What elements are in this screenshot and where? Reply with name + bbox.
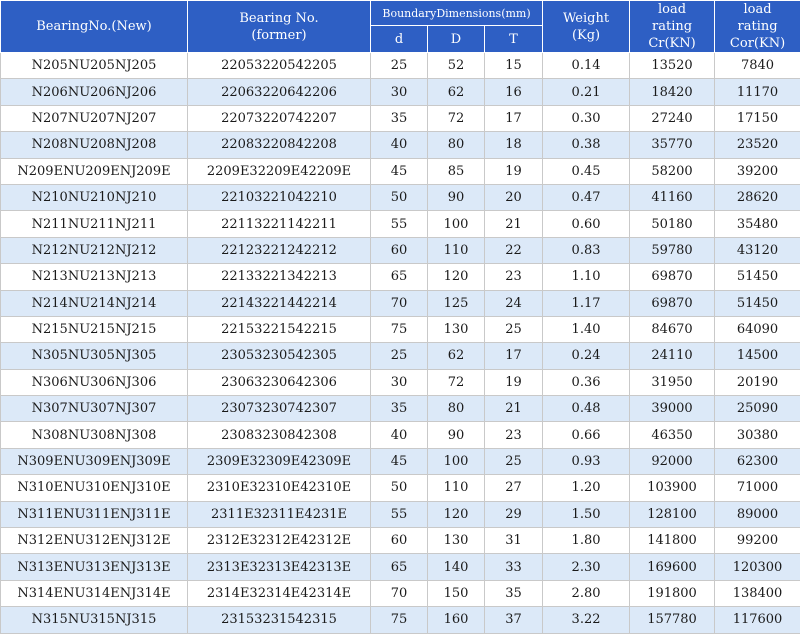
table-row <box>1 343 800 369</box>
inner-diameter-cell: 55 <box>371 501 428 527</box>
load-rating-cor-cell: 25090 <box>715 396 800 422</box>
width-cell: 23 <box>485 422 543 448</box>
inner-diameter-cell: 60 <box>371 237 428 263</box>
load-rating-cr-cell: 169600 <box>630 554 715 580</box>
outer-diameter-cell: 160 <box>428 607 485 633</box>
load-rating-cr-cell: 27240 <box>630 105 715 131</box>
table-row <box>1 237 800 263</box>
load-rating-cor-cell: 71000 <box>715 475 800 501</box>
weight-cell: 0.24 <box>543 343 630 369</box>
load-rating-cor-cell: 35480 <box>715 211 800 237</box>
bearing-new-cell: N306NU306NJ306 <box>1 369 188 395</box>
header-load-rating-cor: load rating Cor(KN) <box>715 1 800 53</box>
bearing-new-cell: N205NU205NJ205 <box>1 53 188 79</box>
width-cell: 17 <box>485 343 543 369</box>
width-cell: 29 <box>485 501 543 527</box>
bearing-new-cell: N214NU214NJ214 <box>1 290 188 316</box>
weight-cell: 2.80 <box>543 580 630 606</box>
load-rating-cor-cell: 39200 <box>715 158 800 184</box>
load-rating-cor-cell: 11170 <box>715 79 800 105</box>
outer-diameter-cell: 52 <box>428 53 485 79</box>
bearing-former-cell: 23083230842308 <box>188 422 371 448</box>
load-rating-cr-cell: 92000 <box>630 448 715 474</box>
load-rating-cr-cell: 58200 <box>630 158 715 184</box>
weight-cell: 0.45 <box>543 158 630 184</box>
load-rating-cor-cell: 62300 <box>715 448 800 474</box>
bearing-new-cell: N309ENU309ENJ309E <box>1 448 188 474</box>
bearing-former-cell: 2311E32311E4231E <box>188 501 371 527</box>
bearing-new-cell: N215NU215NJ215 <box>1 316 188 342</box>
bearing-new-cell: N307NU307NJ307 <box>1 396 188 422</box>
weight-cell: 1.20 <box>543 475 630 501</box>
weight-cell: 2.30 <box>543 554 630 580</box>
table-row <box>1 448 800 474</box>
outer-diameter-cell: 110 <box>428 237 485 263</box>
outer-diameter-cell: 72 <box>428 105 485 131</box>
table-row <box>1 53 800 79</box>
bearing-new-cell: N315NU315NJ315 <box>1 607 188 633</box>
outer-diameter-cell: 90 <box>428 422 485 448</box>
table-row <box>1 290 800 316</box>
table-header <box>1 1 800 53</box>
inner-diameter-cell: 25 <box>371 53 428 79</box>
load-rating-cr-cell: 18420 <box>630 79 715 105</box>
weight-cell: 1.50 <box>543 501 630 527</box>
bearing-former-cell: 22083220842208 <box>188 132 371 158</box>
bearing-former-cell: 23053230542305 <box>188 343 371 369</box>
outer-diameter-cell: 100 <box>428 211 485 237</box>
load-rating-cr-cell: 13520 <box>630 53 715 79</box>
outer-diameter-cell: 62 <box>428 343 485 369</box>
inner-diameter-cell: 30 <box>371 369 428 395</box>
bearing-former-cell: 22063220642206 <box>188 79 371 105</box>
bearing-former-cell: 22153221542215 <box>188 316 371 342</box>
weight-cell: 0.48 <box>543 396 630 422</box>
bearing-former-cell: 23063230642306 <box>188 369 371 395</box>
table-row <box>1 105 800 131</box>
load-rating-cr-cell: 191800 <box>630 580 715 606</box>
bearing-former-cell: 23073230742307 <box>188 396 371 422</box>
load-rating-cr-cell: 46350 <box>630 422 715 448</box>
outer-diameter-cell: 110 <box>428 475 485 501</box>
load-rating-cor-cell: 23520 <box>715 132 800 158</box>
bearing-former-cell: 22073220742207 <box>188 105 371 131</box>
table-row <box>1 475 800 501</box>
width-cell: 27 <box>485 475 543 501</box>
weight-cell: 0.36 <box>543 369 630 395</box>
load-rating-cor-cell: 20190 <box>715 369 800 395</box>
bearing-former-cell: 22143221442214 <box>188 290 371 316</box>
load-rating-cr-cell: 128100 <box>630 501 715 527</box>
load-rating-cor-cell: 30380 <box>715 422 800 448</box>
inner-diameter-cell: 70 <box>371 580 428 606</box>
load-rating-cr-cell: 69870 <box>630 264 715 290</box>
table-row <box>1 264 800 290</box>
outer-diameter-cell: 125 <box>428 290 485 316</box>
outer-diameter-cell: 140 <box>428 554 485 580</box>
bearing-new-cell: N313ENU313ENJ313E <box>1 554 188 580</box>
table-row <box>1 422 800 448</box>
bearing-former-cell: 22113221142211 <box>188 211 371 237</box>
width-cell: 19 <box>485 369 543 395</box>
header-d-inner: d <box>371 26 428 53</box>
bearing-new-cell: N310ENU310ENJ310E <box>1 475 188 501</box>
outer-diameter-cell: 90 <box>428 184 485 210</box>
load-rating-cr-cell: 41160 <box>630 184 715 210</box>
inner-diameter-cell: 50 <box>371 184 428 210</box>
outer-diameter-cell: 130 <box>428 316 485 342</box>
bearing-new-cell: N210NU210NJ210 <box>1 184 188 210</box>
bearing-former-cell: 2309E32309E42309E <box>188 448 371 474</box>
table-row <box>1 396 800 422</box>
inner-diameter-cell: 35 <box>371 105 428 131</box>
inner-diameter-cell: 70 <box>371 290 428 316</box>
bearing-new-cell: N311ENU311ENJ311E <box>1 501 188 527</box>
header-bearing-former: Bearing No. (former) <box>188 1 371 53</box>
weight-cell: 0.14 <box>543 53 630 79</box>
header-load-rating-cr: load rating Cr(KN) <box>630 1 715 53</box>
load-rating-cr-cell: 35770 <box>630 132 715 158</box>
weight-cell: 0.83 <box>543 237 630 263</box>
table-row <box>1 211 800 237</box>
inner-diameter-cell: 60 <box>371 528 428 554</box>
table-row <box>1 607 800 633</box>
load-rating-cor-cell: 43120 <box>715 237 800 263</box>
inner-diameter-cell: 25 <box>371 343 428 369</box>
load-rating-cor-cell: 138400 <box>715 580 800 606</box>
inner-diameter-cell: 45 <box>371 158 428 184</box>
bearing-new-cell: N213NU213NJ213 <box>1 264 188 290</box>
inner-diameter-cell: 50 <box>371 475 428 501</box>
table-row <box>1 316 800 342</box>
bearing-new-cell: N308NU308NJ308 <box>1 422 188 448</box>
inner-diameter-cell: 65 <box>371 264 428 290</box>
header-bearing-new: BearingNo.(New) <box>1 1 188 53</box>
width-cell: 20 <box>485 184 543 210</box>
table-row <box>1 369 800 395</box>
load-rating-cr-cell: 84670 <box>630 316 715 342</box>
width-cell: 23 <box>485 264 543 290</box>
weight-cell: 0.21 <box>543 79 630 105</box>
bearing-new-cell: N312ENU312ENJ312E <box>1 528 188 554</box>
bearing-new-cell: N207NU207NJ207 <box>1 105 188 131</box>
bearing-new-cell: N305NU305NJ305 <box>1 343 188 369</box>
table-row <box>1 554 800 580</box>
bearing-new-cell: N208NU208NJ208 <box>1 132 188 158</box>
table-row <box>1 132 800 158</box>
header-weight: Weight (Kg) <box>543 1 630 53</box>
bearing-former-cell: 2310E32310E42310E <box>188 475 371 501</box>
table-row <box>1 79 800 105</box>
weight-cell: 0.47 <box>543 184 630 210</box>
load-rating-cor-cell: 99200 <box>715 528 800 554</box>
bearing-former-cell: 22103221042210 <box>188 184 371 210</box>
header-d-outer: D <box>428 26 485 53</box>
inner-diameter-cell: 75 <box>371 607 428 633</box>
weight-cell: 0.60 <box>543 211 630 237</box>
load-rating-cr-cell: 69870 <box>630 290 715 316</box>
load-rating-cor-cell: 64090 <box>715 316 800 342</box>
bearing-former-cell: 22133221342213 <box>188 264 371 290</box>
outer-diameter-cell: 100 <box>428 448 485 474</box>
load-rating-cr-cell: 157780 <box>630 607 715 633</box>
width-cell: 33 <box>485 554 543 580</box>
width-cell: 25 <box>485 448 543 474</box>
width-cell: 35 <box>485 580 543 606</box>
width-cell: 22 <box>485 237 543 263</box>
load-rating-cor-cell: 51450 <box>715 264 800 290</box>
width-cell: 18 <box>485 132 543 158</box>
bearing-former-cell: 2313E32313E42313E <box>188 554 371 580</box>
header-boundary-dimensions: BoundaryDimensions(mm) <box>371 1 543 26</box>
table-body <box>1 53 800 634</box>
inner-diameter-cell: 65 <box>371 554 428 580</box>
outer-diameter-cell: 130 <box>428 528 485 554</box>
width-cell: 16 <box>485 79 543 105</box>
weight-cell: 1.10 <box>543 264 630 290</box>
weight-cell: 1.40 <box>543 316 630 342</box>
bearing-former-cell: 2312E32312E42312E <box>188 528 371 554</box>
header-t-width: T <box>485 26 543 53</box>
outer-diameter-cell: 150 <box>428 580 485 606</box>
load-rating-cor-cell: 117600 <box>715 607 800 633</box>
outer-diameter-cell: 80 <box>428 132 485 158</box>
weight-cell: 1.80 <box>543 528 630 554</box>
inner-diameter-cell: 40 <box>371 132 428 158</box>
outer-diameter-cell: 120 <box>428 264 485 290</box>
width-cell: 17 <box>485 105 543 131</box>
table-row <box>1 528 800 554</box>
width-cell: 31 <box>485 528 543 554</box>
outer-diameter-cell: 120 <box>428 501 485 527</box>
table-row <box>1 184 800 210</box>
table-row <box>1 580 800 606</box>
weight-cell: 1.17 <box>543 290 630 316</box>
width-cell: 21 <box>485 396 543 422</box>
inner-diameter-cell: 30 <box>371 79 428 105</box>
load-rating-cor-cell: 89000 <box>715 501 800 527</box>
bearing-new-cell: N206NU206NJ206 <box>1 79 188 105</box>
load-rating-cr-cell: 39000 <box>630 396 715 422</box>
load-rating-cr-cell: 31950 <box>630 369 715 395</box>
load-rating-cr-cell: 50180 <box>630 211 715 237</box>
inner-diameter-cell: 40 <box>371 422 428 448</box>
load-rating-cor-cell: 120300 <box>715 554 800 580</box>
inner-diameter-cell: 45 <box>371 448 428 474</box>
load-rating-cr-cell: 103900 <box>630 475 715 501</box>
load-rating-cor-cell: 14500 <box>715 343 800 369</box>
weight-cell: 0.30 <box>543 105 630 131</box>
load-rating-cor-cell: 7840 <box>715 53 800 79</box>
bearing-new-cell: N314ENU314ENJ314E <box>1 580 188 606</box>
bearing-new-cell: N212NU212NJ212 <box>1 237 188 263</box>
width-cell: 15 <box>485 53 543 79</box>
width-cell: 25 <box>485 316 543 342</box>
load-rating-cr-cell: 24110 <box>630 343 715 369</box>
bearing-former-cell: 22123221242212 <box>188 237 371 263</box>
outer-diameter-cell: 72 <box>428 369 485 395</box>
load-rating-cr-cell: 141800 <box>630 528 715 554</box>
bearing-former-cell: 2314E32314E42314E <box>188 580 371 606</box>
inner-diameter-cell: 55 <box>371 211 428 237</box>
inner-diameter-cell: 75 <box>371 316 428 342</box>
table-row <box>1 501 800 527</box>
weight-cell: 0.66 <box>543 422 630 448</box>
load-rating-cor-cell: 28620 <box>715 184 800 210</box>
bearing-former-cell: 23153231542315 <box>188 607 371 633</box>
width-cell: 19 <box>485 158 543 184</box>
bearing-former-cell: 22053220542205 <box>188 53 371 79</box>
table-row <box>1 158 800 184</box>
outer-diameter-cell: 62 <box>428 79 485 105</box>
width-cell: 21 <box>485 211 543 237</box>
outer-diameter-cell: 85 <box>428 158 485 184</box>
weight-cell: 0.38 <box>543 132 630 158</box>
weight-cell: 3.22 <box>543 607 630 633</box>
bearing-former-cell: 2209E32209E42209E <box>188 158 371 184</box>
bearing-new-cell: N211NU211NJ211 <box>1 211 188 237</box>
load-rating-cor-cell: 17150 <box>715 105 800 131</box>
weight-cell: 0.93 <box>543 448 630 474</box>
inner-diameter-cell: 35 <box>371 396 428 422</box>
width-cell: 37 <box>485 607 543 633</box>
width-cell: 24 <box>485 290 543 316</box>
load-rating-cr-cell: 59780 <box>630 237 715 263</box>
load-rating-cor-cell: 51450 <box>715 290 800 316</box>
outer-diameter-cell: 80 <box>428 396 485 422</box>
bearing-new-cell: N209ENU209ENJ209E <box>1 158 188 184</box>
